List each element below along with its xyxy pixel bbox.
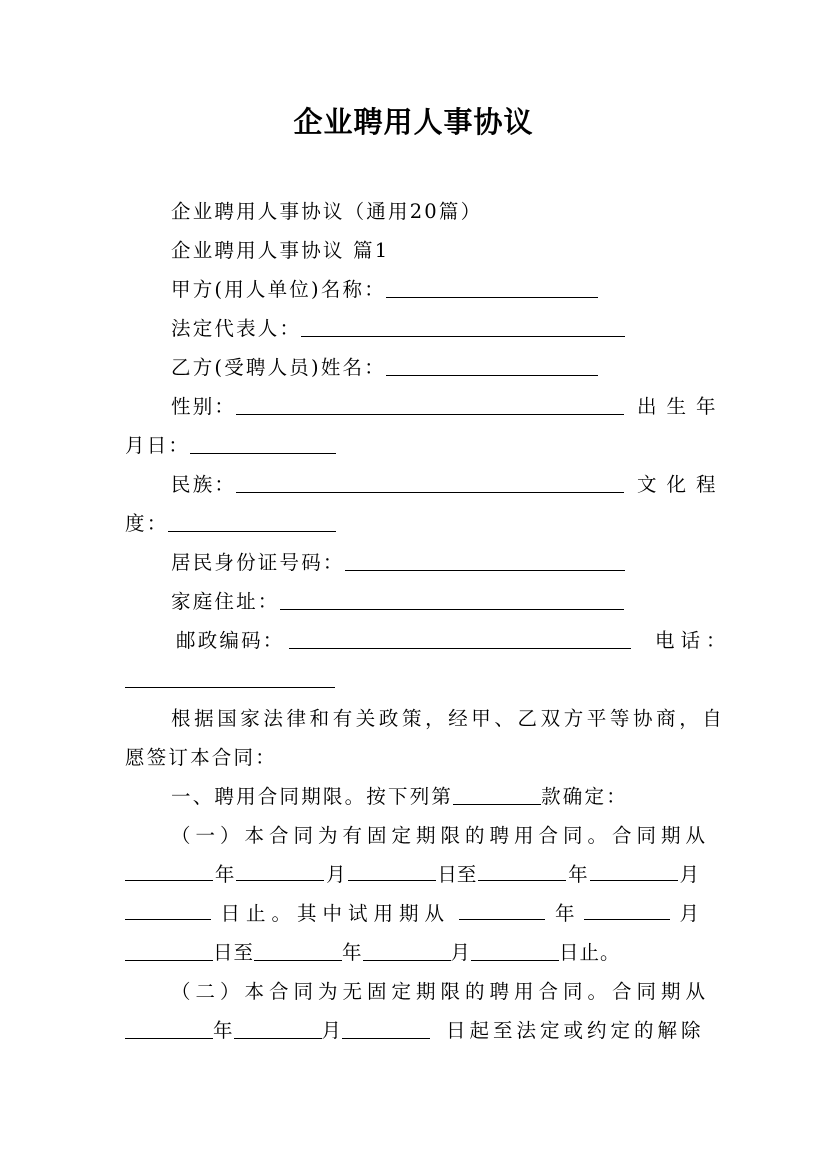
clause-choice-field[interactable] xyxy=(453,786,541,805)
indef-start-month-field[interactable] xyxy=(234,1020,322,1039)
start-month-label: 月 xyxy=(326,863,346,886)
id-number-field[interactable] xyxy=(345,552,625,571)
end-year-field[interactable] xyxy=(478,862,566,881)
indef-start-day-field[interactable] xyxy=(342,1020,430,1039)
trial-text: 日止。其中试用期从 xyxy=(220,902,450,925)
gender-label: 性别： xyxy=(171,395,237,418)
phone-label: 电话： xyxy=(655,629,732,652)
indef-start-year-label: 年 xyxy=(213,1019,234,1042)
start-year-label: 年 xyxy=(214,863,235,886)
party-b-name-label: 乙方(受聘人员)姓名： xyxy=(171,356,386,379)
start-day-field[interactable] xyxy=(348,862,436,881)
end-year-label: 年 xyxy=(568,863,588,886)
trial-end-year-field[interactable] xyxy=(254,942,342,961)
party-b-name-field[interactable] xyxy=(386,357,598,376)
legal-rep-row xyxy=(171,316,625,342)
clause-1-title-a: 一、聘用合同期限。按下列第 xyxy=(171,785,454,808)
ethnicity-label: 民族： xyxy=(171,473,237,496)
gender-field[interactable] xyxy=(236,396,624,415)
birth-date-label-2: 月日： xyxy=(125,434,191,457)
clause-1-1-date-row-2 xyxy=(125,901,699,927)
start-day-to-label: 日至 xyxy=(437,863,477,886)
education-row xyxy=(125,511,336,537)
education-label-1: 文化程 xyxy=(637,473,726,496)
address-label: 家庭住址： xyxy=(171,590,280,613)
trial-end-day-field[interactable] xyxy=(471,942,559,961)
address-field[interactable] xyxy=(280,591,624,610)
trial-end-month-field[interactable] xyxy=(363,942,451,961)
trial-end-month-label: 月 xyxy=(450,941,472,964)
trial-start-day-to-label: 日至 xyxy=(213,941,255,964)
trial-start-day-field[interactable] xyxy=(125,942,213,961)
end-day-field[interactable] xyxy=(125,901,211,920)
party-a-name-row xyxy=(171,277,598,303)
legal-rep-label: 法定代表人： xyxy=(171,317,302,340)
phone-row xyxy=(125,667,335,693)
end-month-label: 月 xyxy=(679,863,699,886)
education-label-2: 度： xyxy=(125,512,169,535)
clause-1-1-date-row-1 xyxy=(125,862,699,888)
end-month-field[interactable] xyxy=(590,862,678,881)
clause-1-2-date-row xyxy=(125,1018,705,1044)
gender-row xyxy=(171,394,624,420)
education-field[interactable] xyxy=(168,513,336,532)
ethnicity-field[interactable] xyxy=(236,474,624,493)
section-heading: 企业聘用人事协议 篇1 xyxy=(171,239,390,262)
document-subtitle: 企业聘用人事协议（通用20篇） xyxy=(171,200,483,223)
indef-start-month-label: 月 xyxy=(321,1019,343,1042)
intro-line-2: 愿签订本合同： xyxy=(125,746,277,769)
id-number-label: 居民身份证号码： xyxy=(171,551,345,574)
party-a-name-field[interactable] xyxy=(386,279,598,298)
trial-end-day-label: 日止。 xyxy=(559,941,621,964)
start-year-field[interactable] xyxy=(125,862,213,881)
trial-end-year-label: 年 xyxy=(342,941,363,964)
trial-start-month-field[interactable] xyxy=(584,901,670,920)
birth-date-label-1: 出生年 xyxy=(637,395,726,418)
start-month-field[interactable] xyxy=(236,862,324,881)
clause-1-title xyxy=(171,784,628,810)
id-number-row xyxy=(171,550,625,576)
postal-code-label: 邮政编码： xyxy=(176,629,285,652)
trial-start-month-label: 月 xyxy=(679,902,699,925)
clause-1-1-text: （一）本合同为有固定期限的聘用合同。合同期从 xyxy=(171,824,711,847)
indef-tail-text: 日起至法定或约定的解除 xyxy=(446,1019,705,1042)
intro-line-1: 根据国家法律和有关政策，经甲、乙双方平等协商，自 xyxy=(171,707,726,730)
document-title: 企业聘用人事协议 xyxy=(293,105,534,139)
birth-date-row xyxy=(125,433,336,459)
postal-code-row xyxy=(176,628,631,654)
party-a-name-label: 甲方(用人单位)名称： xyxy=(171,278,386,301)
clause-1-1-date-row-3 xyxy=(125,940,621,966)
clause-1-title-b: 款确定： xyxy=(541,785,628,808)
indef-start-year-field[interactable] xyxy=(125,1020,213,1039)
legal-rep-field[interactable] xyxy=(301,318,625,337)
postal-code-field[interactable] xyxy=(289,630,631,649)
party-b-name-row xyxy=(171,355,598,381)
birth-date-field[interactable] xyxy=(190,435,336,454)
clause-1-2-text: （二）本合同为无固定期限的聘用合同。合同期从 xyxy=(171,980,711,1003)
trial-start-year-field[interactable] xyxy=(459,901,545,920)
phone-field[interactable] xyxy=(125,669,335,688)
trial-start-year-label: 年 xyxy=(554,902,575,925)
address-row xyxy=(171,589,624,615)
ethnicity-row xyxy=(171,472,624,498)
